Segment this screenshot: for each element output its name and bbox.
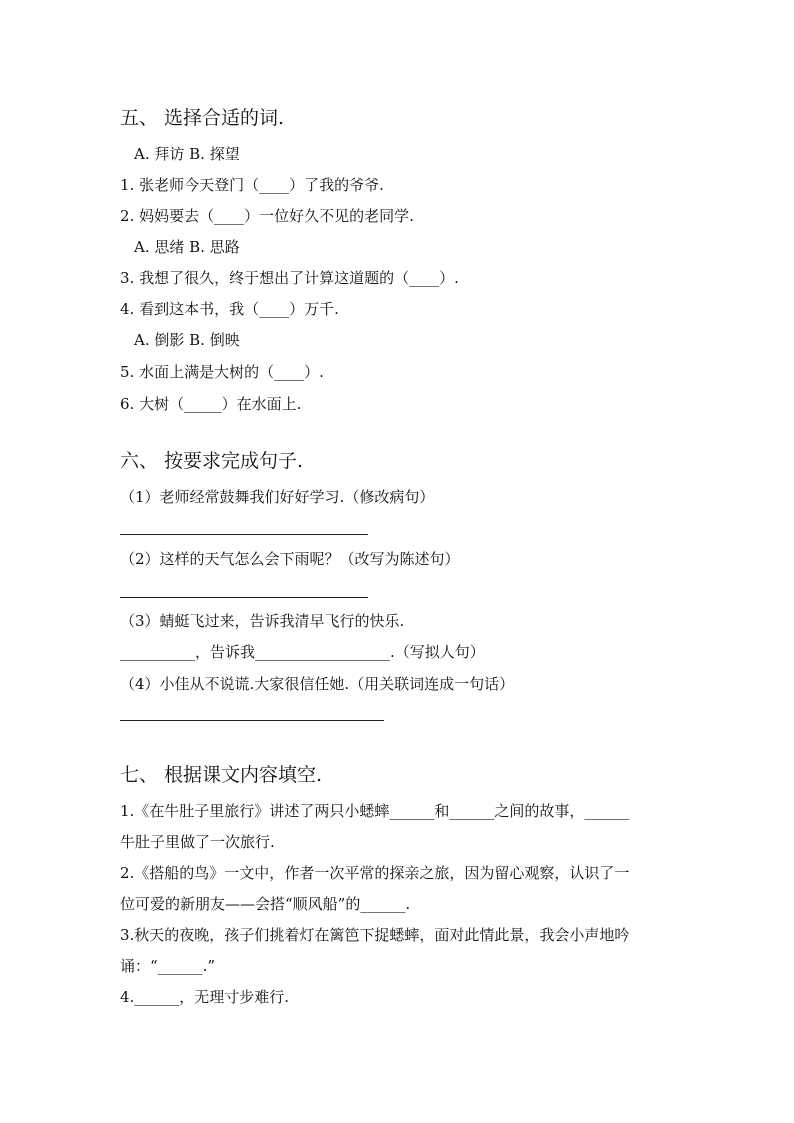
sentence-2-prompt: （2）这样的天气怎么会下雨呢？（改写为陈述句） <box>120 550 460 568</box>
question-6: 6. 大树（_____）在水面上. <box>120 395 302 413</box>
sentence-4-answer-line[interactable] <box>120 720 384 721</box>
question-1: 1. 张老师今天登门（____）了我的爷爷. <box>120 176 384 194</box>
passage-2-line-2: 位可爱的新朋友——会搭“顺风船”的______. <box>120 895 411 913</box>
passage-1-line-2: 牛肚子里做了一次旅行. <box>120 833 275 851</box>
question-5: 5. 水面上满是大树的（____）. <box>120 363 324 381</box>
passage-4: 4.______，无理寸步难行. <box>120 988 290 1006</box>
passage-2-line-1: 2.《搭船的鸟》一文中，作者一次平常的探亲之旅，因为留心观察，认识了一 <box>120 864 630 882</box>
question-2: 2. 妈妈要去（____）一位好久不见的老同学. <box>120 207 414 225</box>
passage-3-line-1: 3.秋天的夜晚，孩子们挑着灯在篱笆下捉蟋蟀，面对此情此景，我会小声地吟 <box>120 926 630 944</box>
passage-3-line-2: 诵：“______.” <box>120 957 216 975</box>
sentence-3-answer[interactable]: __________，告诉我__________________.（写拟人句） <box>120 643 485 661</box>
section-5-title: 五、 选择合适的词. <box>120 107 285 129</box>
options-group-1: A. 拜访 B. 探望 <box>134 145 240 163</box>
question-3: 3. 我想了很久，终于想出了计算这道题的（____）. <box>120 269 459 287</box>
section-6-title: 六、 按要求完成句子. <box>120 450 304 472</box>
question-4: 4. 看到这本书，我（____）万千. <box>120 300 339 318</box>
sentence-2-answer-line[interactable] <box>120 597 368 598</box>
options-group-3: A. 倒影 B. 倒映 <box>134 331 240 349</box>
sentence-3-prompt: （3）蜻蜓飞过来，告诉我清早飞行的快乐. <box>120 612 405 630</box>
passage-1-line-1: 1.《在牛肚子里旅行》讲述了两只小蟋蟀______和______之间的故事，______ <box>120 802 630 820</box>
section-7-title: 七、 根据课文内容填空. <box>120 764 323 786</box>
sentence-1-answer-line[interactable] <box>120 534 368 535</box>
sentence-1-prompt: （1）老师经常鼓舞我们好好学习.（修改病句） <box>120 488 435 506</box>
sentence-4-prompt: （4）小佳从不说谎.大家很信任她.（用关联词连成一句话） <box>120 675 515 693</box>
options-group-2: A. 思绪 B. 思路 <box>134 238 240 256</box>
